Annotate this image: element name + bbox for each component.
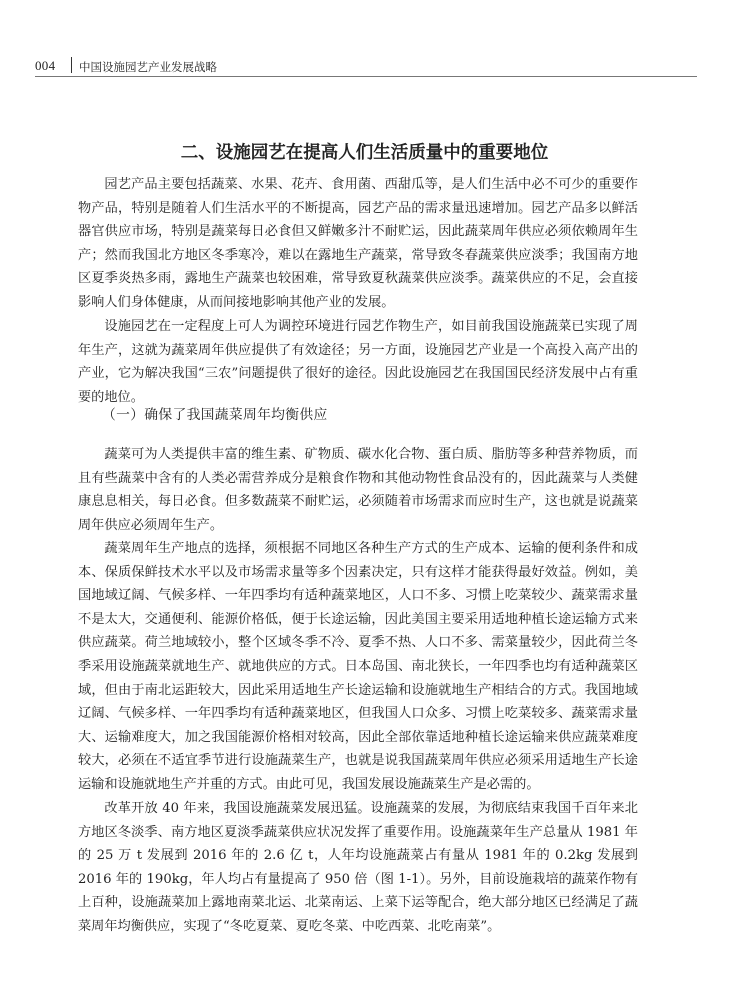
header-divider — [71, 57, 72, 73]
page-number: 004 — [35, 58, 56, 73]
paragraph-block — [78, 315, 638, 409]
paragraph: 蔬菜可为人类提供丰富的维生素、矿物质、碳水化合物、蛋白质、脂肪等多种营养物质，而且有些蔬菜中含有的人类必需营养成分是粮食作物和其他动物性食品没有的，因此蔬菜与人类健康息息相关，每日必食。但多数蔬菜不耐贮运，必须随着市场需求而应时生产，这也就是说蔬菜周年供应必须周年生产。 — [78, 447, 638, 533]
paragraph-block — [78, 173, 638, 315]
paragraph: 改革开放 40 年来，我国设施蔬菜发展迅猛。设施蔬菜的发展，为彻底结束我国千百年来北方地区冬淡季、南方地区夏淡季蔬菜供应状况发挥了重要作用。设施蔬菜年生产总量从 1981 年的 25 万 t 发展到 2016 年的 2.6 亿 t，人年均设施蔬菜占有量从 1981 年的 0.2kg 发展到 2016 年的 190kg，年人均占有量提高了 950 倍（图 1-1）。另外，目前设施栽培的蔬菜作物有上百种，设施蔬菜加上露地南菜北运、北菜南运、上菜下运等配合，绝大部分地区已经满足了蔬菜周年均衡供应，实现了“冬吃夏菜、夏吃冬菜、中吃西菜、北吃南菜”。 — [78, 801, 638, 934]
paragraph: 设施园艺在一定程度上可人为调控环境进行园艺作物生产，如目前我国设施蔬菜已实现了周年生产，这就为蔬菜周年供应提供了有效途径；另一方面，设施园艺产业是一个高投入高产出的产业，它为解决我国“三农”问题提供了很好的途径。因此设施园艺在我国国民经济发展中占有重要的地位。 — [78, 319, 638, 405]
paragraph-block — [78, 797, 638, 939]
running-title: 中国设施园艺产业发展战略 — [79, 60, 217, 74]
running-header — [35, 52, 697, 77]
paragraph-block — [78, 443, 638, 537]
paragraph: 蔬菜周年生产地点的选择，须根据不同地区各种生产方式的生产成本、运输的便利条件和成本、保质保鲜技术水平以及市场需求量等多个因素决定，只有这样才能获得最好效益。例如，美国地域辽阔、气候多样、一年四季均有适种蔬菜地区，人口不多、习惯上吃菜较少、蔬菜需求量不是太大，交通便利、能源价格低，便于长途运输，因此美国主要采用适地种植长途运输方式来供应蔬菜。荷兰地域较小，整个区域冬季不冷、夏季不热、人口不多、需菜量较少，因此荷兰冬季采用设施蔬菜就地生产、就地供应的方式。日本岛国、南北狭长，一年四季也均有适种蔬菜区域，但由于南北运距较大，因此采用适地生产长途运输和设施就地生产相结合的方式。我国地域辽阔、气候多样、一年四季均有适种蔬菜地区，但我国人口众多、习惯上吃菜较多、蔬菜需求量大、运输难度大，加之我国能源价格相对较高，因此全部依靠适地种植长途运输来供应蔬菜难度较大，必须在不适宜季节进行设施蔬菜生产，也就是说我国蔬菜周年供应必须采用适地生产长途运输和设施就地生产并重的方式。由此可见，我国发展设施蔬菜生产是必需的。 — [78, 541, 638, 792]
subsection-heading: （一）确保了我国蔬菜周年均衡供应 — [102, 407, 328, 423]
paragraph-block — [78, 537, 638, 797]
paragraph: 园艺产品主要包括蔬菜、水果、花卉、食用菌、西甜瓜等，是人们生活中必不可少的重要作物产品，特别是随着人们生活水平的不断提高，园艺产品的需求量迅速增加。园艺产品多以鲜活器官供应市场，特别是蔬菜每日必食但又鲜嫩多汁不耐贮运，因此蔬菜周年供应必须依赖周年生产；然而我国北方地区冬季寒冷，难以在露地生产蔬菜，常导致冬春蔬菜供应淡季；我国南方地区夏季炎热多雨，露地生产蔬菜也较困难，常导致夏秋蔬菜供应淡季。蔬菜供应的不足，会直接影响人们身体健康，从而间接地影响其他产业的发展。 — [78, 177, 638, 310]
section-title: 二、设施园艺在提高人们生活质量中的重要地位 — [180, 142, 549, 163]
